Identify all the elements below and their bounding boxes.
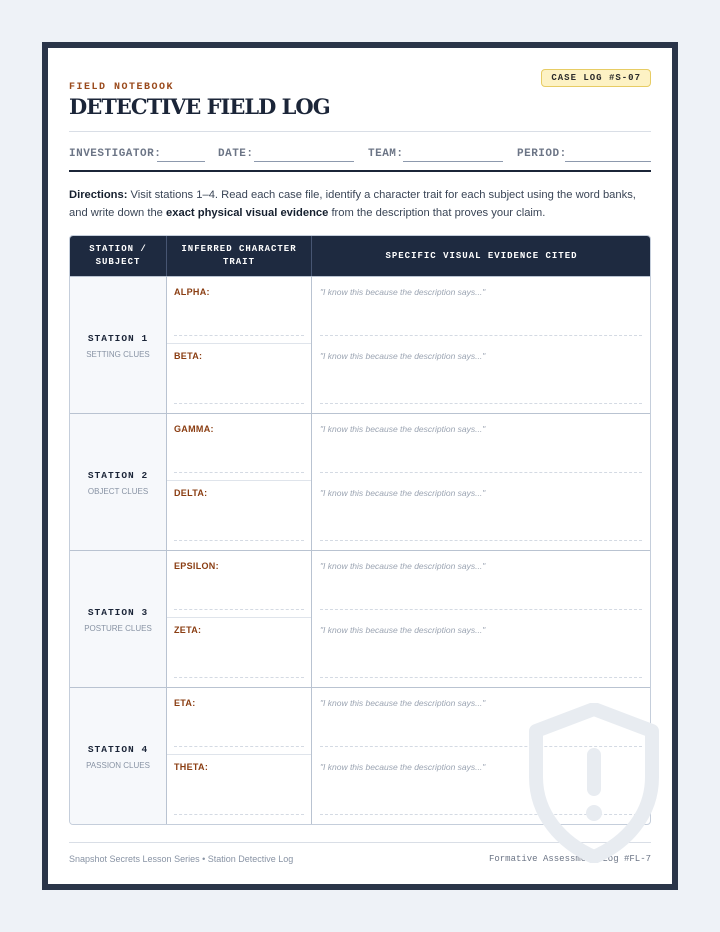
trait-cell	[167, 277, 312, 413]
trait-cell	[167, 688, 312, 824]
evidence-prompt: "I know this because the description says..."	[320, 698, 486, 708]
worksheet-page	[42, 42, 678, 890]
case-log-badge: CASE LOG #S-07	[541, 69, 651, 87]
date-field[interactable]	[254, 161, 354, 162]
investigator-label: INVESTIGATOR:	[69, 148, 162, 160]
investigator-field[interactable]	[157, 161, 205, 162]
table-header	[70, 236, 650, 276]
station-subtitle: POSTURE CLUES	[84, 624, 152, 633]
directions-emphasis: exact physical visual evidence	[166, 206, 329, 219]
table-row	[70, 550, 650, 687]
station-subtitle: SETTING CLUES	[86, 350, 150, 359]
evidence-write-line[interactable]	[320, 335, 642, 336]
subject-label: EPSILON:	[174, 561, 219, 571]
directions-body: Visit stations 1–4. Read each case file, identify a character trait for each subject using the word banks, and write down the	[69, 189, 636, 219]
footer-series: Snapshot Secrets Lesson Series • Station Detective Log	[69, 854, 294, 864]
trait-cell	[167, 551, 312, 687]
station-name: STATION 1	[87, 333, 149, 344]
eyebrow-label: FIELD NOTEBOOK	[69, 82, 175, 93]
subject-divider	[167, 617, 311, 618]
shield-alert-icon	[524, 703, 664, 863]
trait-write-line[interactable]	[174, 335, 304, 336]
evidence-prompt: "I know this because the description says..."	[320, 625, 486, 635]
trait-write-line[interactable]	[174, 472, 304, 473]
evidence-write-line[interactable]	[320, 540, 642, 541]
column-header-evidence: SPECIFIC VISUAL EVIDENCE CITED	[311, 236, 651, 276]
station-cell	[70, 277, 167, 413]
header-divider	[69, 170, 651, 172]
trait-cell	[167, 414, 312, 550]
student-info-fields	[69, 144, 651, 166]
evidence-write-line[interactable]	[320, 472, 642, 473]
footer-log-id: Formative Assessment Log #FL-7	[488, 854, 651, 864]
station-name: STATION 3	[87, 607, 149, 618]
evidence-cell	[312, 277, 650, 413]
column-header-station: STATION / SUBJECT	[89, 244, 147, 267]
evidence-cell	[312, 414, 650, 550]
evidence-prompt: "I know this because the description says..."	[320, 287, 486, 297]
evidence-write-line[interactable]	[320, 609, 642, 610]
evidence-prompt: "I know this because the description says..."	[320, 351, 486, 361]
directions-ending: from the description that proves your claim.	[328, 206, 546, 219]
page-title: DETECTIVE FIELD LOG	[69, 94, 330, 119]
station-subtitle: OBJECT CLUES	[87, 487, 149, 496]
evidence-cell	[312, 551, 650, 687]
column-header-trait: INFERRED CHARACTER TRAIT	[166, 236, 311, 276]
evidence-prompt: "I know this because the description says..."	[320, 488, 486, 498]
directions-text	[69, 187, 651, 222]
team-label: TEAM:	[368, 148, 404, 160]
period-label: PERIOD:	[517, 148, 567, 160]
subject-label: DELTA:	[174, 488, 208, 498]
subject-label: ETA:	[174, 698, 196, 708]
date-label: DATE:	[218, 148, 254, 160]
subject-divider	[167, 343, 311, 344]
evidence-write-line[interactable]	[320, 403, 642, 404]
table-row	[70, 413, 650, 550]
subject-label: GAMMA:	[174, 424, 214, 434]
evidence-prompt: "I know this because the description says..."	[320, 561, 486, 571]
trait-write-line[interactable]	[174, 677, 304, 678]
evidence-prompt: "I know this because the description says..."	[320, 762, 486, 772]
station-cell	[70, 688, 167, 824]
trait-write-line[interactable]	[174, 540, 304, 541]
subject-label: THETA:	[174, 762, 209, 772]
evidence-prompt: "I know this because the description says..."	[320, 424, 486, 434]
table-row	[70, 276, 650, 413]
subject-divider	[167, 480, 311, 481]
trait-write-line[interactable]	[174, 746, 304, 747]
trait-write-line[interactable]	[174, 814, 304, 815]
period-field[interactable]	[565, 161, 651, 162]
title-divider	[69, 131, 651, 132]
directions-label: Directions:	[69, 189, 128, 201]
subject-label: ZETA:	[174, 625, 202, 635]
team-field[interactable]	[403, 161, 503, 162]
station-name: STATION 2	[87, 470, 149, 481]
trait-write-line[interactable]	[174, 403, 304, 404]
station-cell	[70, 551, 167, 687]
station-name: STATION 4	[87, 744, 149, 755]
subject-label: BETA:	[174, 351, 203, 361]
station-subtitle: PASSION CLUES	[86, 761, 150, 770]
subject-label: ALPHA:	[174, 287, 210, 297]
trait-write-line[interactable]	[174, 609, 304, 610]
station-cell	[70, 414, 167, 550]
evidence-write-line[interactable]	[320, 677, 642, 678]
subject-divider	[167, 754, 311, 755]
